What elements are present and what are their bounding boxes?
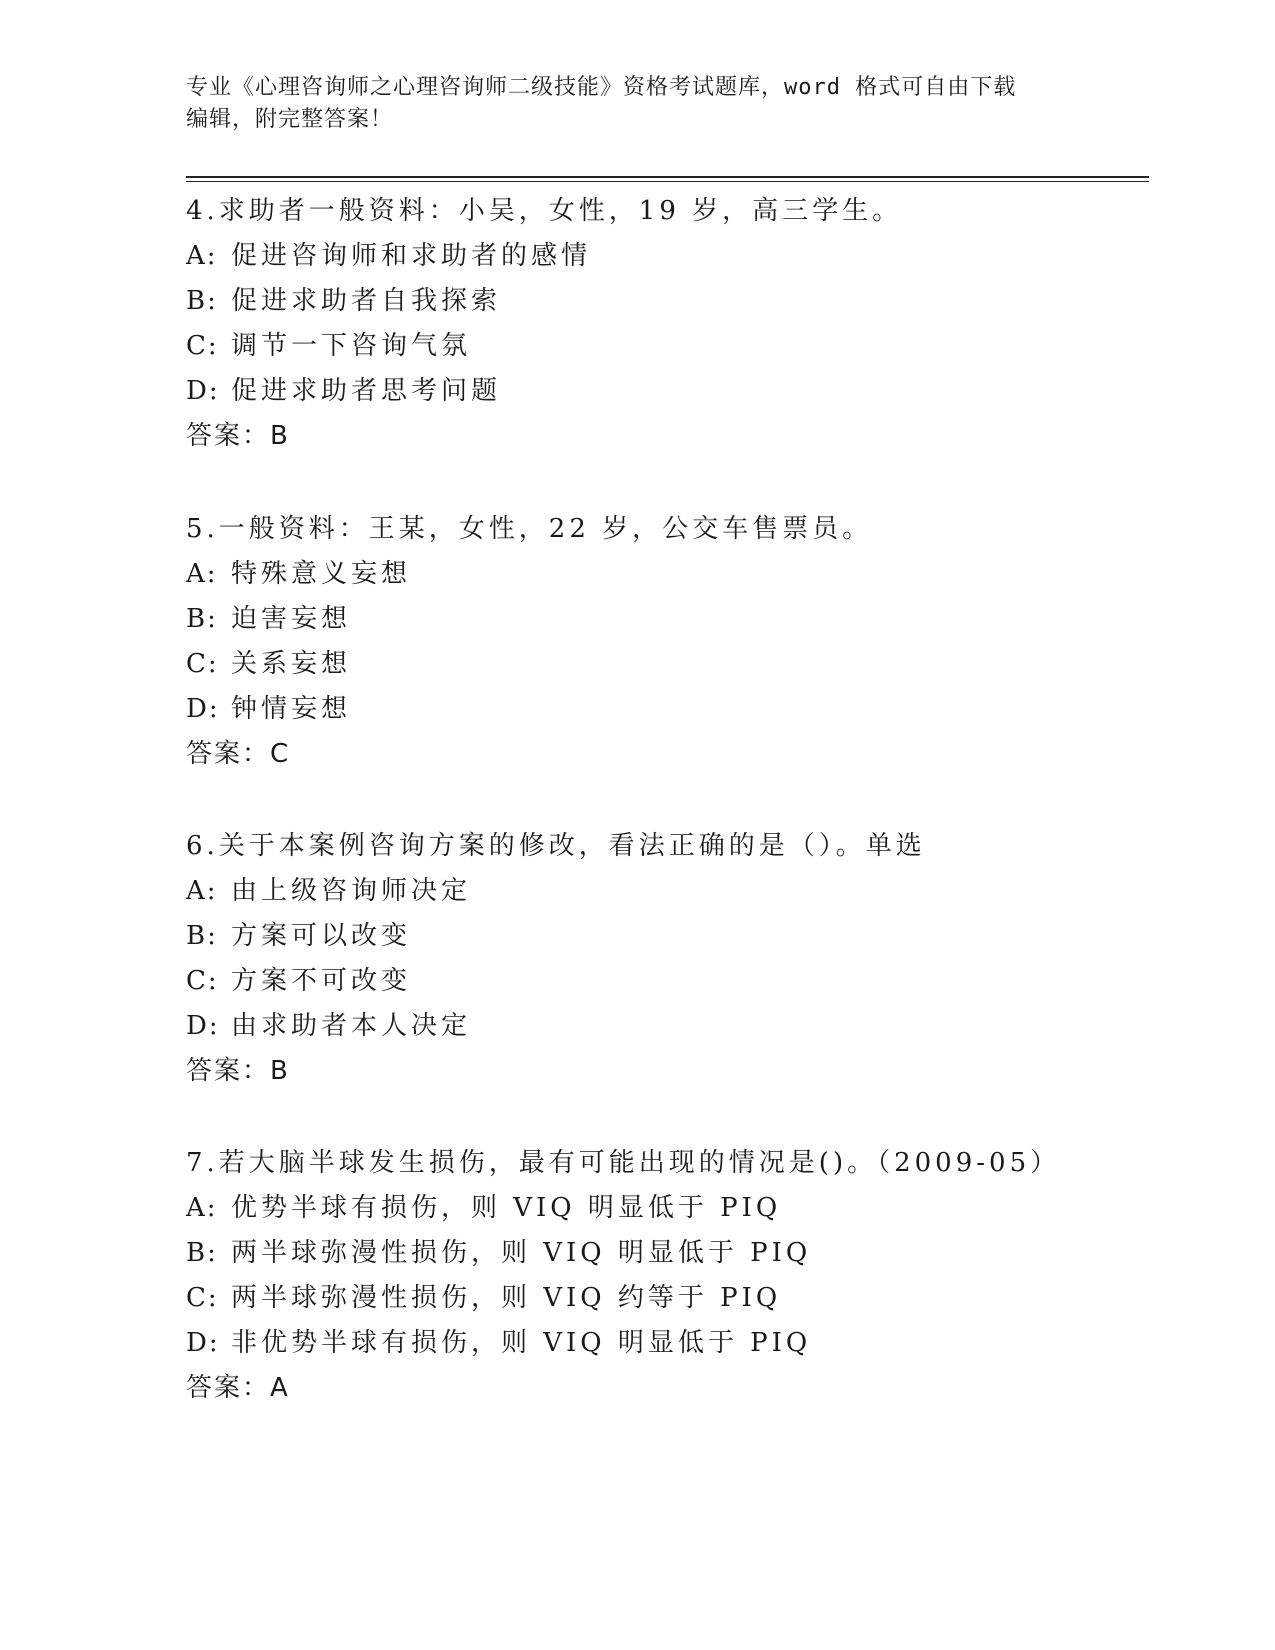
option-text: 促进求助者思考问题	[231, 376, 502, 406]
option-b	[186, 914, 1146, 959]
option-d	[186, 687, 1146, 732]
option-letter: D:	[186, 1328, 220, 1358]
option-text: 方案不可改变	[231, 966, 412, 996]
option-text: 方案可以改变	[231, 921, 412, 951]
option-b	[186, 1231, 1146, 1276]
option-b	[186, 597, 1146, 642]
option-a	[186, 1186, 1146, 1231]
option-text: 优势半球有损伤，则 VIQ 明显低于 PIQ	[231, 1193, 782, 1223]
option-text: 由求助者本人决定	[231, 1011, 472, 1041]
option-text: 由上级咨询师决定	[231, 876, 472, 906]
option-c	[186, 1276, 1146, 1321]
option-letter: B:	[186, 1238, 218, 1268]
option-d	[186, 1321, 1146, 1366]
question-stem: 4.求助者一般资料：小吴，女性，19 岁，高三学生。	[186, 196, 903, 226]
option-letter: C:	[186, 649, 219, 679]
option-letter: D:	[186, 376, 220, 406]
option-text: 非优势半球有损伤，则 VIQ 明显低于 PIQ	[231, 1328, 812, 1358]
option-b	[186, 279, 1146, 324]
option-text: 两半球弥漫性损伤，则 VIQ 明显低于 PIQ	[231, 1238, 812, 1268]
question-stem: 7.若大脑半球发生损伤，最有可能出现的情况是()。（2009-05）	[186, 1148, 1061, 1178]
option-c	[186, 959, 1146, 1004]
question-stem: 6.关于本案例咨询方案的修改，看法正确的是（）。单选	[186, 831, 926, 861]
option-letter: A:	[186, 241, 218, 271]
option-a	[186, 869, 1146, 914]
document-header	[186, 72, 1066, 136]
option-letter: A:	[186, 876, 218, 906]
option-text: 调节一下咨询气氛	[231, 331, 472, 361]
answer-line: 答案：C	[186, 739, 291, 769]
option-d	[186, 1004, 1146, 1049]
answer-line: 答案：B	[186, 1056, 290, 1086]
option-d	[186, 369, 1146, 414]
option-text: 两半球弥漫性损伤，则 VIQ 约等于 PIQ	[231, 1283, 782, 1313]
option-letter: B:	[186, 286, 218, 316]
option-text: 特殊意义妄想	[231, 559, 412, 589]
option-text: 迫害妄想	[231, 604, 352, 634]
option-letter: C:	[186, 331, 219, 361]
option-a	[186, 552, 1146, 597]
header-line-2: 编辑，附完整答案！	[186, 107, 394, 132]
option-a	[186, 234, 1146, 279]
header-divider-thin	[186, 181, 1149, 182]
option-letter: C:	[186, 966, 219, 996]
answer-line: 答案：A	[186, 1373, 290, 1403]
question-6	[186, 824, 1146, 1094]
option-c	[186, 324, 1146, 369]
option-text: 钟情妄想	[231, 694, 352, 724]
option-text: 关系妄想	[231, 649, 352, 679]
option-letter: C:	[186, 1283, 219, 1313]
option-letter: D:	[186, 694, 220, 724]
option-text: 促进咨询师和求助者的感情	[231, 241, 592, 271]
header-line-1: 专业《心理咨询师之心理咨询师二级技能》资格考试题库，word 格式可自由下载	[186, 75, 1017, 100]
option-text: 促进求助者自我探索	[231, 286, 502, 316]
option-letter: B:	[186, 604, 218, 634]
option-letter: B:	[186, 921, 218, 951]
answer-line: 答案：B	[186, 421, 290, 451]
header-divider-thick	[186, 176, 1149, 178]
question-stem: 5.一般资料：王某，女性，22 岁，公交车售票员。	[186, 514, 873, 544]
question-7	[186, 1141, 1146, 1411]
option-letter: D:	[186, 1011, 220, 1041]
option-letter: A:	[186, 1193, 218, 1223]
question-5	[186, 507, 1146, 777]
option-letter: A:	[186, 559, 218, 589]
question-4	[186, 189, 1146, 459]
option-c	[186, 642, 1146, 687]
